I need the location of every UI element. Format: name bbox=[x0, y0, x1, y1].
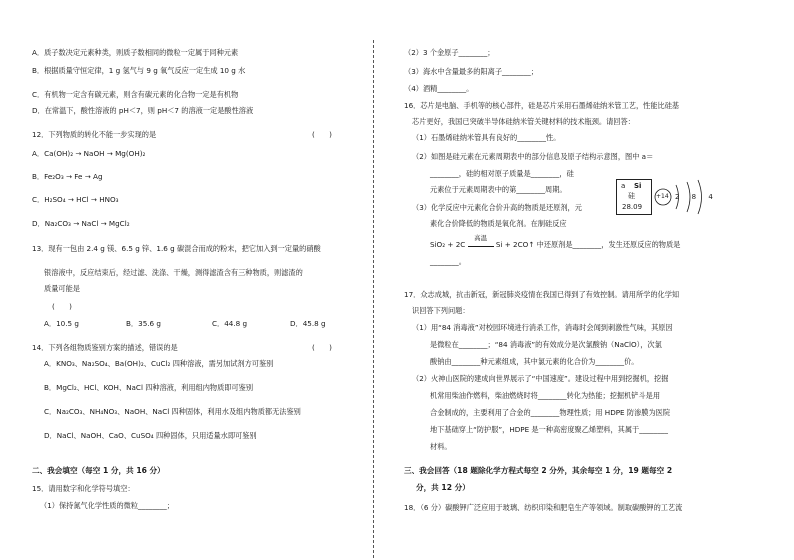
q16-sub2-a: （2）如图是硅元素在元素周期表中的部分信息及原子结构示意图，图中 a＝ bbox=[412, 152, 654, 161]
q11-option-a: A．质子数决定元素种类，则质子数相同的微粒一定属于同种元素 bbox=[32, 48, 239, 57]
q16-equation bbox=[430, 234, 681, 250]
element-symbol: Si bbox=[634, 182, 642, 190]
atomic-number-a: a bbox=[621, 182, 626, 190]
high-temp-arrow bbox=[468, 234, 494, 247]
q12-option-a: A．Ca(OH)₂ → NaOH → Mg(OH)₂ bbox=[32, 149, 146, 158]
q14-option-c: C．Na₂CO₃、NH₄NO₃、NaOH、NaCl 四种固体，利用水及组内物质都无法鉴别 bbox=[44, 407, 301, 416]
q15-sub1: （1）保持氮气化学性质的微粒________； bbox=[40, 501, 174, 510]
q17-line1: 17．众志成城，抗击新冠，新冠肺炎疫情在我国已得到了有效控制。请用所学的化学知 bbox=[404, 290, 680, 299]
q12-option-c: C．H₂SO₄ → HCl → HNO₃ bbox=[32, 195, 119, 204]
q17-sub2-a: （2）火神山医院的建成向世界展示了“中国速度”。建设过程中用到挖掘机，挖掘 bbox=[412, 374, 669, 383]
q15-sub3: （3）海水中含量最多的阳离子________； bbox=[404, 67, 538, 76]
q18-stem: 18．（6 分）碳酸钾广泛应用于玻璃、纺织印染和肥皂生产等领域。制取碳酸钾的工艺流 bbox=[404, 503, 683, 512]
q15-sub2: （2）3 个金原子________； bbox=[404, 48, 495, 57]
q11-option-d: D．在常温下，酸性溶液的 pH＜7，则 pH＜7 的溶液一定是酸性溶液 bbox=[32, 106, 254, 115]
section-2-heading: 二、我会填空（每空 1 分，共 16 分） bbox=[32, 466, 165, 475]
q14-option-d: D．NaCl、NaOH、CaO、CuSO₄ 四种固体，只用适量水即可鉴别 bbox=[44, 431, 257, 440]
equation-products: Si + 2CO↑ 中还原剂是________，发生还原反应的物质是 bbox=[495, 240, 681, 249]
q13-line1: 13．现有一包由 2.4 g 镁、6.5 g 锌、1.6 g 碳混合而成的粉末，把它加入到一定量的硝酸 bbox=[32, 244, 321, 253]
q16-sub3-b: 素化合价降低的物质是氧化剂。在制硅反应 bbox=[430, 219, 567, 228]
q12-option-d: D．Na₂CO₃ → NaCl → MgCl₂ bbox=[32, 219, 130, 228]
q17-sub1-a: （1）用“84 消毒液”对校园环境进行消杀工作，消毒时会闻到刺激性气味，其原因 bbox=[412, 323, 673, 332]
equation-reactants: SiO₂ + 2C bbox=[430, 240, 466, 249]
q17-sub2-e: 材料。 bbox=[430, 442, 452, 451]
q14-option-b: B．MgCl₂、HCl、KOH、NaCl 四种溶液，利用组内物质即可鉴别 bbox=[44, 383, 254, 392]
q16-sub3-d: ________。 bbox=[430, 257, 466, 266]
element-name: 硅 bbox=[628, 192, 635, 200]
silicon-element-cell bbox=[616, 179, 652, 215]
atomic-mass: 28.09 bbox=[622, 203, 643, 211]
q13-option-b: B．35.6 g bbox=[126, 319, 161, 328]
silicon-atom-structure bbox=[654, 177, 718, 217]
q17-sub1-c: 酸钠由________种元素组成，其中氯元素的化合价为________价。 bbox=[430, 357, 639, 366]
q12-stem: 12．下列物质的转化不能一步实现的是 bbox=[32, 130, 157, 139]
q11-option-b: B．根据质量守恒定律，1 g 氢气与 9 g 氧气反应一定生成 10 g 水 bbox=[32, 66, 246, 75]
q16-sub2-b: ________，硅的相对原子质量是________，硅 bbox=[430, 169, 574, 178]
q14-option-a: A．KNO₃、Na₂SO₄、Ba(OH)₂、CuCl₂ 四种溶液，需另加试剂方可鉴别 bbox=[44, 359, 274, 368]
section-3-heading-cont: 分，共 12 分） bbox=[416, 483, 470, 492]
q17-sub2-c: 合金制成的，主要利用了合金的________物理性质；用 HDPE 防渗膜为医院 bbox=[430, 408, 671, 417]
column-divider bbox=[373, 40, 374, 558]
q13-line3: 质量可能是 bbox=[44, 284, 80, 293]
q16-sub3-a: （3）化学反应中元素化合价升高的物质是还原剂，元 bbox=[412, 203, 582, 212]
q17-sub2-b: 机常用柴油作燃料，柴油燃烧时将________转化为热能；挖掘机铲斗是用 bbox=[430, 391, 661, 400]
q12-answer-paren: ( ) bbox=[312, 130, 332, 139]
q15-sub4: （4）酒精________。 bbox=[404, 84, 474, 93]
q13-line2: 银溶液中，反应结束后，经过滤、洗涤、干燥，测得滤渣含有三种物质，则滤渣的 bbox=[44, 268, 303, 277]
q17-line2: 识回答下列问题： bbox=[412, 306, 470, 315]
q12-option-b: B．Fe₂O₃ → Fe → Ag bbox=[32, 172, 103, 181]
electron-shells: 2 8 4 bbox=[675, 193, 718, 201]
q16-line2: 芯片更好，我国已突破半导体硅纳米管关键材料的技术瓶颈。请回答： bbox=[412, 117, 635, 126]
q16-sub2-c: 元素位于元素周期表中的第________周期。 bbox=[430, 185, 567, 194]
q17-sub2-d: 地下基础穿上“防护服”，HDPE 是一种高密度聚乙烯塑料，其属于________ bbox=[430, 425, 668, 434]
nucleus-charge: +14 bbox=[656, 193, 669, 200]
q13-answer-paren: ( ) bbox=[52, 302, 72, 311]
q13-option-c: C．44.8 g bbox=[212, 319, 248, 328]
q16-sub1: （1）石墨烯硅纳米管具有良好的________性。 bbox=[412, 133, 561, 142]
q16-line1: 16．芯片是电脑、手机等的核心部件，硅是芯片采用石墨烯硅纳米管工艺，性能比硅基 bbox=[404, 101, 680, 110]
q14-stem: 14．下列各组物质鉴别方案的描述，错误的是 bbox=[32, 343, 178, 352]
reaction-condition: 高温 bbox=[474, 234, 488, 242]
q13-option-a: A．10.5 g bbox=[44, 319, 79, 328]
q11-option-c: C．有机物一定含有碳元素，则含有碳元素的化合物一定是有机物 bbox=[32, 90, 239, 99]
q14-answer-paren: ( ) bbox=[312, 343, 332, 352]
q17-sub1-b: 是微粒在________；“84 消毒液”的有效成分是次氯酸钠（NaClO），次氯 bbox=[430, 340, 662, 349]
q13-option-d: D．45.8 g bbox=[290, 319, 326, 328]
q15-stem: 15．请用数字和化学符号填空： bbox=[32, 484, 135, 493]
section-3-heading: 三、我会回答（18 题除化学方程式每空 2 分外，其余每空 1 分，19 题每空 2 bbox=[404, 466, 673, 475]
